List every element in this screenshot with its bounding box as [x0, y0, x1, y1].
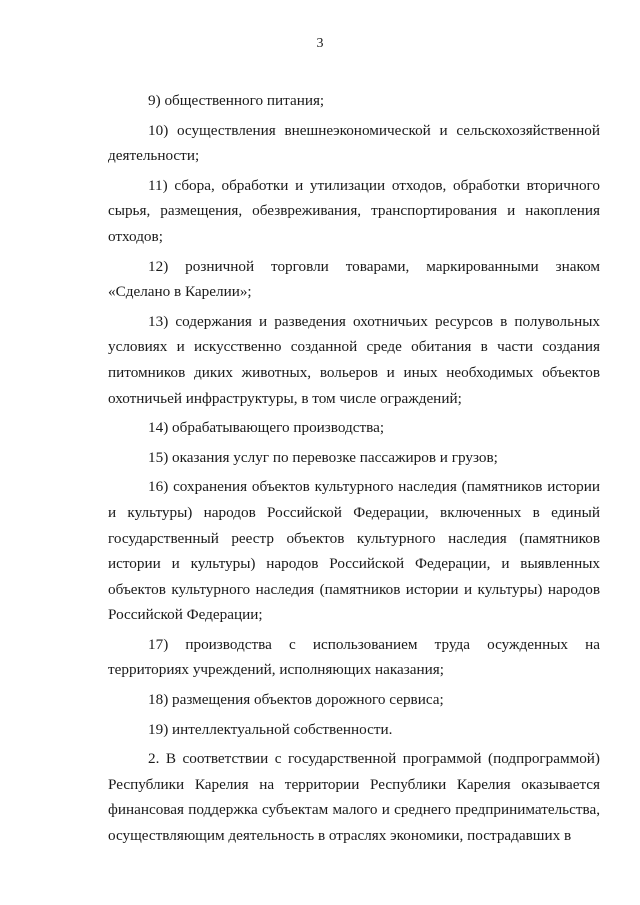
list-item-14: 14) обрабатывающего производства;: [148, 419, 385, 437]
list-item-12: 12) розничной торговли товарами, маркированными знаком «Сделано в Карелии»;: [108, 257, 600, 301]
list-item-9: 9) общественного питания;: [148, 92, 325, 109]
list-item-11: 11) сбора, обработки и утилизации отходов, обработки вторичного сырья, размещения, обезвреживания, транспортирования и накопления отходов;: [108, 176, 600, 245]
list-item-19: 19) интеллектуальной собственности.: [148, 720, 393, 738]
list-item-16: 16) сохранения объектов культурного наследия (памятников истории и культуры) народов Российской Федерации, включенных в единый государственный реестр объектов культурного наследия (памятников истории и культуры) народов Российской Федерации, и выявленных объектов культурного наследия (памятников истории и культуры) народов Российской Федерации;: [108, 478, 600, 624]
list-item-13: 13) содержания и разведения охотничьих ресурсов в полувольных условиях и искусственно созданной среде обитания в части создания питомников диких животных, вольеров и иных необходимых объектов охотничьей инфраструктуры, в том числе ограждений;: [108, 312, 600, 407]
list-item-18: 18) размещения объектов дорожного сервиса;: [148, 691, 444, 709]
list-item-15: 15) оказания услуг по перевозке пассажиров и грузов;: [148, 448, 498, 466]
list-item-10: 10) осуществления внешнеэкономической и сельскохозяйственной деятельности;: [108, 121, 600, 165]
page-number: 3: [316, 36, 324, 51]
document-body: [108, 88, 600, 853]
section-2-paragraph: 2. В соответствии с государственной программой (подпрограммой) Республики Карелия на территории Республики Карелия оказывается финансовая поддержка субъектам малого и среднего предпринимательства, осуществляющим деятельность в отраслях экономики, пострадавших в: [108, 750, 600, 845]
list-item-17: 17) производства с использованием труда осужденных на территориях учреждений, исполняющих наказания;: [108, 635, 600, 679]
